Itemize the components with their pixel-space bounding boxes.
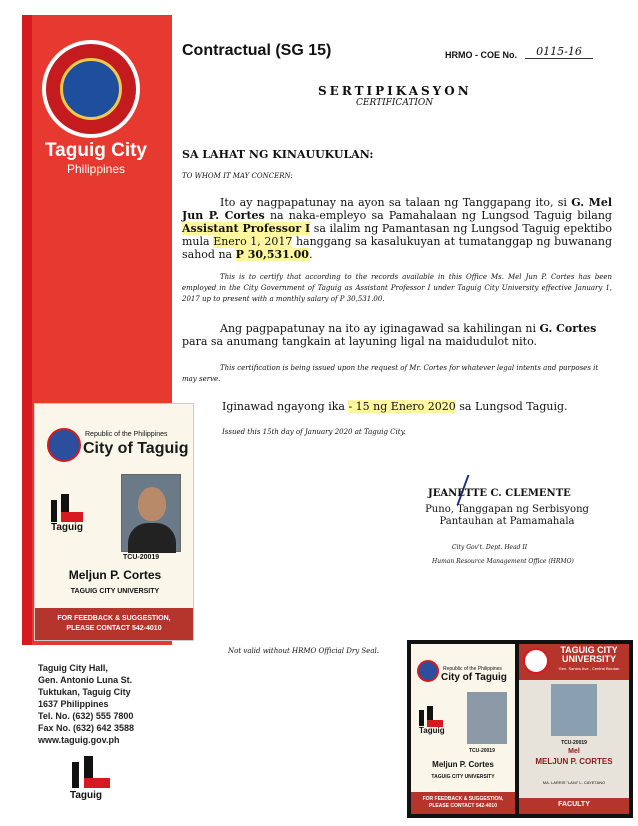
- city-hall-address: Taguig City Hall, Gen. Antonio Luna St. Tuktukan, Taguig City 1637 Philippines Tel. No. (632) 555 7800 Fax No. (632) 642 3588 www.taguig.gov.ph: [38, 663, 135, 745]
- country-name: Philippines: [66, 162, 126, 176]
- taguig-logo-icon: Taguig: [49, 494, 99, 530]
- id-university-name: TAGUIG CITY UNIVERSITY: [560, 645, 618, 664]
- id-number: TCU-20019: [469, 748, 495, 754]
- taguig-logo-icon: Taguig: [419, 706, 453, 736]
- id-photo: [467, 692, 507, 744]
- id-name: Meljun P. Cortes: [432, 760, 494, 769]
- signatory-rank: City Gov't. Dept. Head II: [452, 544, 528, 551]
- id-cards-photo: [407, 640, 633, 818]
- id-photo: [551, 684, 597, 736]
- id-number: TCU-20019: [561, 740, 587, 746]
- id-photo: [121, 474, 181, 552]
- paragraph-1: Ito ay nagpapatunay na ayon sa talaan ng Tanggapang ito, si G. Mel Jun P. Cortes na naka-empleyo sa Pamahalaan ng Lungsod Taguig bilang Assistant Professor I sa ilalim ng Pamantasan ng Lungsod Taguig epektibo mula Enero 1, 2017 hanggang sa kasalukuyan at tumatanggap ng buwanang sahod na P 30,531.00.: [182, 196, 613, 261]
- doc-subtitle: CERTIFICATION: [356, 98, 434, 108]
- addressee-english: TO WHOM IT MAY CONCERN:: [182, 172, 293, 180]
- id-name: MELJUN P. CORTES: [535, 757, 613, 766]
- paragraph-2-english: This certification is being issued upon the request of Mr. Cortes for whatever legal intents and purposes it may serve.: [182, 364, 599, 383]
- signatory-position: Puno, Tanggapan ng Serbisyong Pantauhan at Pamamahala: [425, 504, 589, 527]
- coe-value: 0115-16: [525, 45, 593, 59]
- id-city: City of Taguig: [83, 440, 189, 457]
- id-republic: Republic of the Philippines: [443, 666, 502, 672]
- doc-title: SERTIPIKASYON: [318, 84, 472, 98]
- signatory-office: Human Resource Management Office (HRMO): [432, 558, 574, 565]
- paragraph-2: Ang pagpapatunay na ito ay iginagawad sa kahilingan ni G. Cortes para sa anumang tangkain at layuning ligal na maidudulot nito.: [182, 322, 597, 348]
- university-seal-icon: [523, 648, 549, 674]
- issued-english: Issued this 15th day of January 2020 at Taguig City.: [222, 428, 406, 436]
- city-seal-icon: [42, 40, 140, 138]
- id-feedback: FOR FEEDBACK & SUGGESTION, PLEASE CONTACT 542-4010: [35, 608, 193, 640]
- id-university: TAGUIG CITY UNIVERSITY: [70, 588, 160, 595]
- paragraph-1-english: This is to certify that according to the records available in this Office Ms. Mel Jun P. Cortes has been employed in the City Government of Taguig as Assistant Professor I under Taguig City University effective January 1, 2017 up to present with a monthly salary of P 30,531.00.: [182, 273, 612, 303]
- city-name: Taguig City: [44, 140, 148, 161]
- id-card-front: [34, 403, 194, 641]
- id-card-faculty: [519, 644, 629, 814]
- id-name: Meljun P. Cortes: [68, 568, 162, 582]
- id-signer: MA. LARRIS "LANI" L. CAYETANO: [542, 780, 606, 785]
- id-number: TCU-20019: [123, 554, 160, 561]
- id-card-front-small: [411, 644, 515, 814]
- sidebar-city: [36, 140, 156, 176]
- taguig-logo-icon: Taguig: [70, 756, 122, 804]
- signatory-name: JEANETTE C. CLEMENTE: [428, 488, 571, 499]
- issued-tagalog: Iginawad ngayong ika - 15 ng Enero 2020 sa Lungsod Taguig.: [222, 400, 568, 413]
- dry-seal-note: Not valid without HRMO Official Dry Seal.: [228, 647, 379, 655]
- id-first-name: Mel: [568, 748, 580, 755]
- position-title: Contractual (SG 15): [182, 42, 332, 59]
- id-university: TAGUIG CITY UNIVERSITY: [431, 774, 495, 780]
- id-city: City of Taguig: [441, 672, 507, 683]
- seal-icon: [47, 428, 81, 462]
- seal-icon: [417, 660, 439, 682]
- coe-label: HRMO - COE No.: [445, 50, 517, 60]
- id-republic: Republic of the Philippines: [85, 431, 168, 438]
- id-university-address: Gen. Santos Ave., Central Bicutan: [558, 666, 620, 671]
- id-feedback: FOR FEEDBACK & SUGGESTION, PLEASE CONTACT 542-4010: [411, 792, 515, 814]
- id-role: FACULTY: [519, 798, 629, 814]
- addressee-tagalog: SA LAHAT NG KINAUUKULAN:: [182, 148, 374, 161]
